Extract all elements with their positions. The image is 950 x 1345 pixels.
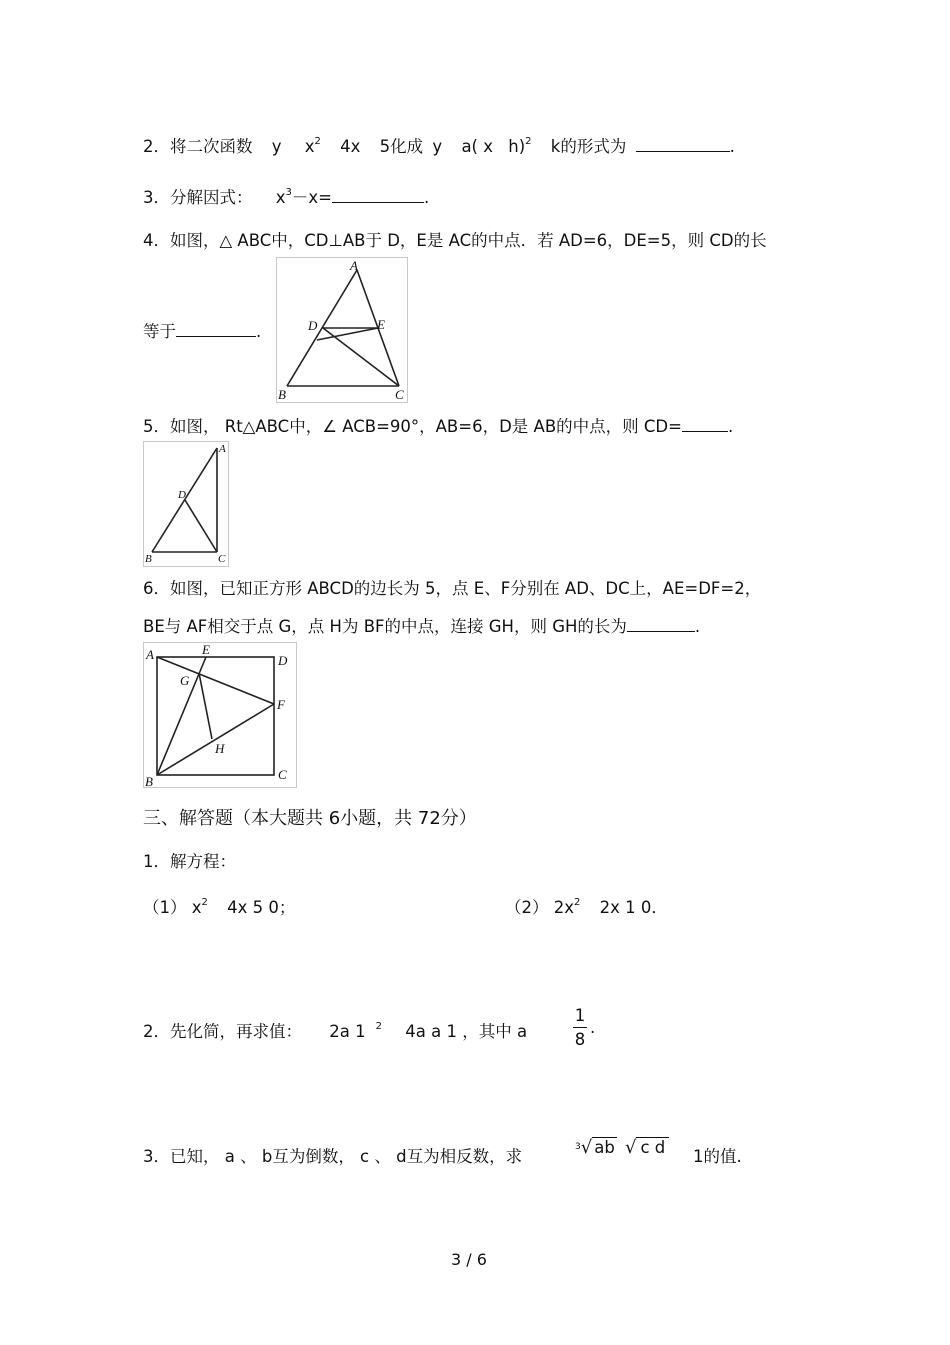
q1-p1-rest: 4x 5 0；: [227, 898, 296, 917]
label-b: B: [278, 387, 286, 402]
q2s-mid: ，其中 a: [462, 1022, 528, 1041]
q2-expr-x: x: [304, 137, 315, 156]
q5-tail: .: [727, 417, 734, 436]
label-d: D: [278, 653, 288, 668]
q1-p2-rest: 2x 1 0．: [599, 898, 668, 917]
q1-p2-2x: 2x: [553, 898, 575, 917]
q2s-tail: .: [590, 1018, 596, 1037]
solve-question-3: [143, 1143, 522, 1167]
q1-p1-label: （1）: [143, 898, 187, 917]
q3v-tail: 1的值.: [693, 1147, 742, 1166]
answer-blank: [176, 322, 256, 337]
q2-expr-y: y: [271, 137, 282, 156]
q4-tail: .: [256, 322, 262, 341]
fraction-denominator: 8: [574, 1030, 586, 1049]
section-3-heading: 三、解答题（本大题共 6小题，共 72分）: [143, 808, 477, 829]
q3-expr-x: x: [275, 188, 286, 207]
question-4-line1: 4．如图，△ ABC中，CD⊥AB于 D，E是 AC的中点．若 AD=6，DE=5，则 CD的长: [143, 231, 767, 250]
q2-expr-sup: 2: [314, 136, 321, 147]
label-b: B: [145, 553, 152, 565]
solve-question-1-title: 1．解方程：: [143, 852, 236, 871]
q2-expr-h: h): [508, 137, 526, 156]
root-radicand-cd: c d: [636, 1137, 669, 1157]
q2s-expr-a: 2a 1: [329, 1022, 366, 1041]
question-6-line1: 6．如图，已知正方形 ABCD的边长为 5，点 E、F分别在 AD、DC上，AE=DF=2，: [143, 579, 762, 598]
square-root-cd: [625, 1137, 669, 1158]
q2-expr-4x: 4x: [340, 137, 361, 156]
q1-p2-sup: 2: [574, 897, 581, 908]
q6-line2-text: BE与 AF相交于点 G，点 H为 BF的中点，连接 GH，则 GH的长为: [143, 617, 627, 636]
q6-tail: .: [694, 617, 701, 636]
answer-blank: [682, 417, 728, 432]
root-index: 3: [575, 1142, 581, 1152]
label-d: D: [308, 318, 318, 333]
q1-p1-x: x: [191, 898, 202, 917]
q5-text: 5．如图， Rt△ABC中，∠ ACB=90°，AB=6，D是 AB的中点，则 CD=: [143, 417, 682, 436]
fraction-one-eighth: [573, 1006, 587, 1049]
figure-triangle-abc-q4: [276, 257, 408, 403]
q2s-text: 2．先化简，再求值：: [143, 1022, 302, 1041]
figure-right-triangle-q5: [143, 441, 229, 567]
q2-number-text: 2．将二次函数: [143, 137, 253, 156]
q1-p1-sup: 2: [201, 897, 208, 908]
question-6-line2: [143, 613, 700, 637]
q3-expr-sup: 3: [285, 187, 292, 198]
label-c: C: [278, 767, 287, 782]
question-2-fill: [143, 133, 735, 157]
q2s-expr-sup: 2: [375, 1021, 382, 1032]
q2-expr-sup2: 2: [525, 136, 532, 147]
radical-sign: √: [625, 1137, 637, 1158]
q3v-text: 3．已知， a 、 b互为倒数， c 、 d互为相反数，求: [143, 1147, 523, 1166]
label-a: A: [219, 443, 226, 455]
q2-expr-y2: y: [432, 137, 443, 156]
solve-question-1-part2: [505, 894, 668, 918]
label-c: C: [218, 553, 226, 565]
fraction-numerator: 1: [574, 1006, 586, 1025]
root-radicand-ab: ab: [594, 1138, 615, 1157]
q1-p2-label: （2）: [505, 898, 549, 917]
solve-question-2: [143, 1018, 527, 1042]
label-a: A: [146, 647, 154, 662]
answer-blank: [636, 137, 730, 152]
label-d: D: [178, 489, 186, 501]
label-f: F: [277, 697, 285, 712]
label-b: B: [145, 774, 153, 787]
page-number: 3 / 6: [451, 1250, 487, 1269]
q2-expr-ax: a( x: [461, 137, 493, 156]
q2-expr-5: 5化成: [379, 137, 424, 156]
q2s-expr-b: 4a a 1: [405, 1022, 457, 1041]
q2-expr-k: k的形式为: [550, 137, 627, 156]
question-5-fill: [143, 413, 733, 437]
cube-root-ab: [575, 1137, 617, 1158]
q4-line2-text: 等于: [143, 322, 176, 341]
figure-square-abcd-q6: [143, 642, 297, 788]
label-c: C: [395, 387, 404, 402]
label-e: E: [377, 317, 385, 332]
label-g: G: [180, 673, 190, 688]
q3-tail: .: [423, 188, 430, 207]
label-h: H: [215, 741, 225, 756]
answer-blank: [332, 188, 424, 203]
label-e: E: [202, 643, 210, 657]
q3-expr-rest: －x=: [291, 188, 332, 207]
radical-sign: √: [580, 1137, 593, 1158]
question-4-line2: [143, 318, 261, 342]
q2-tail: .: [729, 137, 735, 156]
question-3-fill: [143, 184, 429, 208]
answer-blank: [627, 617, 695, 632]
fraction-bar: [573, 1027, 587, 1028]
solve-question-1-part1: [143, 894, 295, 918]
label-a: A: [350, 258, 358, 273]
q3-number-text: 3．分解因式：: [143, 188, 253, 207]
